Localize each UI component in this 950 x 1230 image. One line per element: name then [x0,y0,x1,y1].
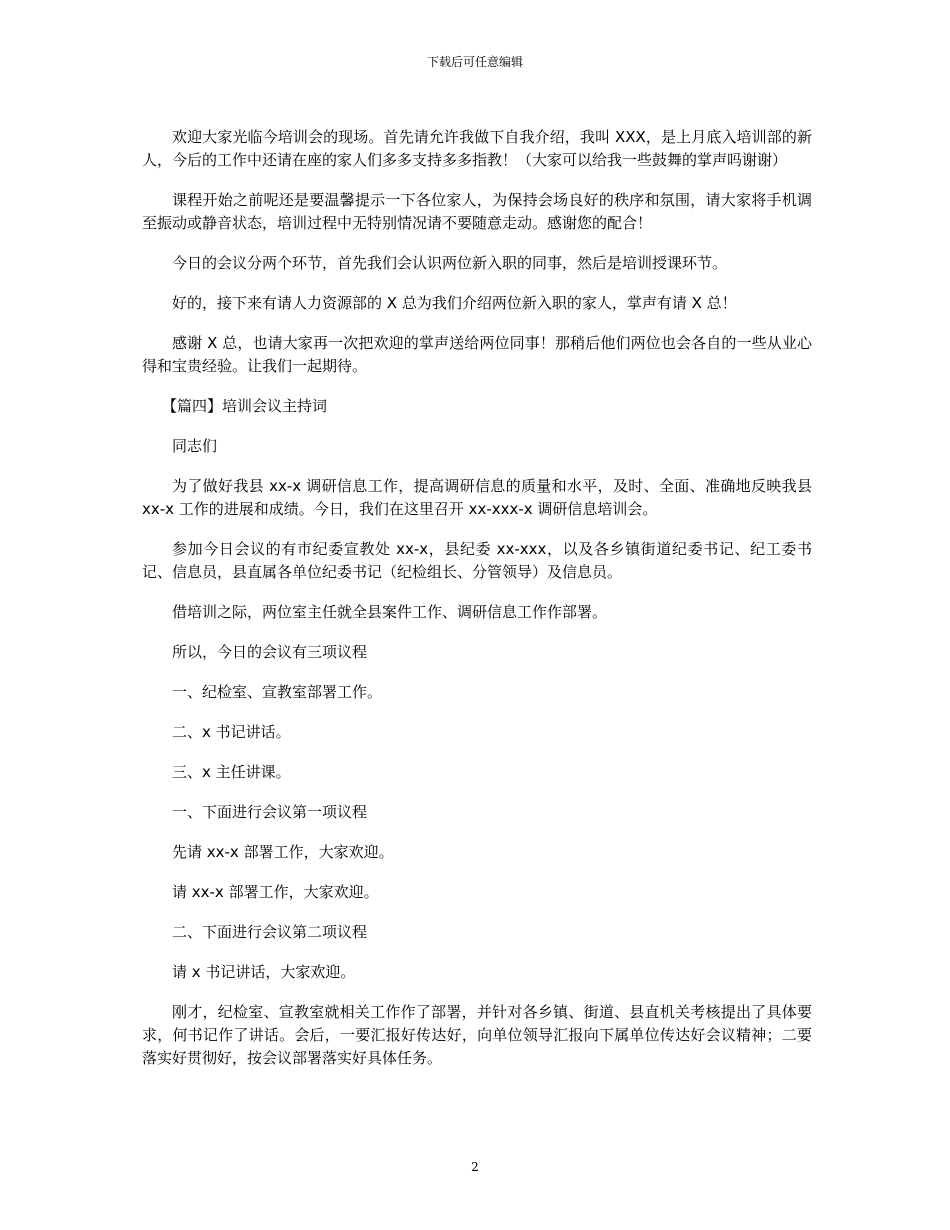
paragraph-deployment: 借培训之际，两位室主任就全县案件工作、调研信息工作作部署。 [172,603,608,621]
page-number: 2 [471,1160,479,1174]
agenda-item-3: 三、x 主任讲课。 [172,763,291,781]
paragraph-reminder: 课程开始之前呢还是要温馨提示一下各位家人，为保持会场良好的秩序和氛围，请大家将手机调至振动或静音状态，培训过程中无特别情况请不要随意走动。感谢您的配合！ [142,191,812,232]
paragraph-summary: 刚才，纪检室、宣教室就相关工作作了部署，并针对各乡镇、街道、县直机关考核提出了具体要求，何书记作了讲话。会后，一要汇报好传达好，向单位领导汇报向下属单位传达好会议精神；二要落实好贯彻好，按会议部署落实好具体任务。 [142,1003,812,1067]
paragraph-welcome: 欢迎大家光临今培训会的现场。首先请允许我做下自我介绍，我叫 XXX，是上月底入培训部的新人，今后的工作中还请在座的家人们多多支持多多指教！（大家可以给我一些鼓舞的掌声吗谢谢） [142,128,812,169]
paragraph-attendees: 参加今日会议的有市纪委宣教处 xx-x，县纪委 xx-xxx，以及各乡镇街道纪委书记、纪工委书记、信息员，县直属各单位纪委书记（纪检组长、分管领导）及信息员。 [142,540,812,581]
document-body [142,126,812,1087]
paragraph-hr-intro: 好的，接下来有请人力资源部的 X 总为我们介绍两位新入职的家人，掌声有请 X 总！ [172,294,737,312]
agenda-step-1-heading: 一、下面进行会议第一项议程 [172,803,368,821]
paragraph-agenda-intro: 所以，今日的会议有三项议程 [172,643,368,661]
agenda-step-2-heading: 二、下面进行会议第二项议程 [172,923,368,941]
paragraph-agenda-overview: 今日的会议分两个环节，首先我们会认识两位新入职的同事，然后是培训授课环节。 [172,254,728,272]
paragraph-thanks: 感谢 X 总，也请大家再一次把欢迎的掌声送给两位同事！那稍后他们两位也会各自的一些从业心得和宝贵经验。让我们一起期待。 [142,334,812,375]
page-header: 下载后可任意编辑 [426,55,523,69]
paragraph-salutation: 同志们 [172,437,218,455]
paragraph-step-2: 请 x 书记讲话，大家欢迎。 [172,963,356,981]
agenda-item-1: 一、纪检室、宣教室部署工作。 [172,683,383,701]
agenda-item-2: 二、x 书记讲话。 [172,723,291,741]
section-heading: 【篇四】培训会议主持词 [162,397,328,415]
paragraph-step-1-first: 先请 xx-x 部署工作，大家欢迎。 [172,843,394,861]
paragraph-step-1-second: 请 xx-x 部署工作，大家欢迎。 [172,883,379,901]
paragraph-purpose: 为了做好我县 xx-x 调研信息工作，提高调研信息的质量和水平，及时、全面、准确地反映我县 xx-x 工作的进展和成绩。今日，我们在这里召开 xx-xxx-x 调研信息培训会。 [142,477,812,518]
